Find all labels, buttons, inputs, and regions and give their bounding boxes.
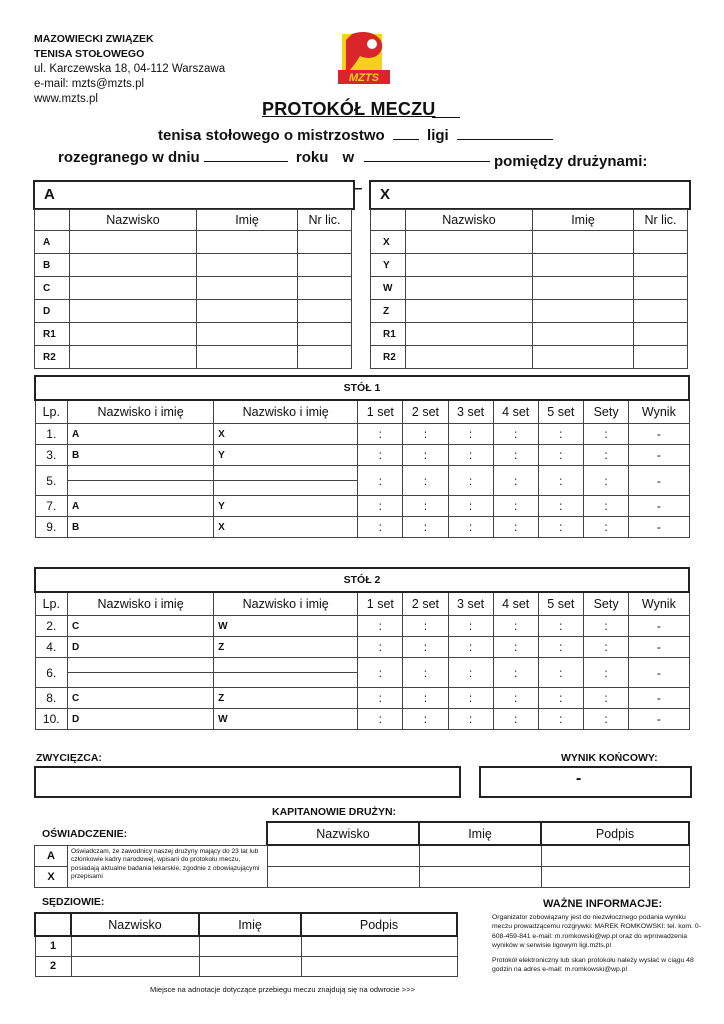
team-a-row-label: D (35, 300, 70, 323)
set-score-cell[interactable]: : (538, 466, 583, 496)
cell[interactable] (634, 254, 688, 277)
stol1-header-9: Wynik (629, 400, 689, 424)
set-score-cell[interactable]: : (358, 709, 403, 730)
league-field[interactable] (457, 139, 553, 140)
result-cell[interactable]: - (629, 709, 689, 730)
cell[interactable] (267, 866, 419, 887)
match-number: 10. (35, 709, 68, 730)
set-score-cell[interactable]: : (403, 709, 448, 730)
cell[interactable] (406, 346, 533, 369)
match-number: 6. (35, 658, 68, 688)
team-a-row-label: B (35, 254, 70, 277)
stol2-header-6: 4 set (493, 592, 538, 616)
match-number: 5. (35, 466, 68, 496)
place-field[interactable] (364, 161, 490, 162)
stol2-header-1: Nazwisko i imię (68, 592, 214, 616)
final-score-value: - (576, 770, 582, 787)
match-number: 3. (35, 445, 68, 466)
set-score-cell[interactable]: : (538, 658, 583, 688)
cell[interactable] (298, 277, 352, 300)
set-score-cell[interactable]: : (493, 445, 538, 466)
year-label: roku (295, 149, 329, 166)
player-a-cell[interactable]: C (68, 616, 214, 637)
cell[interactable] (70, 277, 197, 300)
important-info (492, 913, 702, 974)
stol2-header-5: 3 set (448, 592, 493, 616)
stol2-header-2: Nazwisko i imię (214, 592, 358, 616)
team-x-col-name: Imię (533, 210, 634, 231)
org-email: e-mail: mzts@mzts.pl (34, 78, 145, 90)
team-a-row-label: A (35, 231, 70, 254)
set-score-cell[interactable]: : (583, 496, 628, 517)
set-score-cell[interactable]: : (538, 616, 583, 637)
set-score-cell[interactable]: : (493, 496, 538, 517)
player-b-cell[interactable] (214, 481, 358, 496)
cell[interactable] (197, 300, 298, 323)
set-score-cell[interactable]: : (538, 424, 583, 445)
cell[interactable] (197, 254, 298, 277)
team-x-row-label: Y (371, 254, 406, 277)
match-number: 9. (35, 517, 68, 538)
player-a-cell[interactable] (68, 466, 214, 481)
cell[interactable] (634, 346, 688, 369)
result-cell[interactable]: - (629, 616, 689, 637)
player-a-cell[interactable]: D (68, 709, 214, 730)
player-b-cell[interactable]: Z (214, 637, 358, 658)
table-2-matches (34, 567, 690, 730)
referees-table (34, 912, 458, 977)
player-a-cell[interactable]: B (68, 445, 214, 466)
set-score-cell[interactable]: : (403, 688, 448, 709)
set-score-cell[interactable]: : (403, 637, 448, 658)
cell[interactable] (298, 254, 352, 277)
cell[interactable] (406, 300, 533, 323)
set-score-cell[interactable]: : (538, 496, 583, 517)
declaration-row-x: X (35, 867, 68, 888)
cell[interactable] (533, 323, 634, 346)
org-name-line1: MAZOWIECKI ZWIĄZEK (34, 33, 154, 45)
team-a-col-name: Imię (197, 210, 298, 231)
set-score-cell[interactable]: : (583, 466, 628, 496)
team-a-col-surname: Nazwisko (70, 210, 197, 231)
referee-row-label: 2 (35, 956, 71, 976)
set-score-cell[interactable]: : (493, 424, 538, 445)
set-score-cell[interactable]: : (358, 616, 403, 637)
team-a-row-label: R2 (35, 346, 70, 369)
referees-label: SĘDZIOWIE: (42, 896, 105, 908)
cell[interactable] (406, 323, 533, 346)
title-underline (432, 117, 460, 118)
set-score-cell[interactable]: : (493, 616, 538, 637)
stol2-header-9: Wynik (629, 592, 689, 616)
cell[interactable] (634, 300, 688, 323)
set-score-cell[interactable]: : (448, 496, 493, 517)
set-score-cell[interactable]: : (358, 496, 403, 517)
set-score-cell[interactable]: : (583, 709, 628, 730)
stol1-title: STÓŁ 1 (35, 376, 689, 400)
cell[interactable] (70, 323, 197, 346)
cell[interactable] (301, 936, 457, 956)
set-score-cell[interactable]: : (538, 709, 583, 730)
cell[interactable] (298, 323, 352, 346)
stol1-header-5: 3 set (448, 400, 493, 424)
date-label: rozegranego w dniu (58, 149, 200, 166)
referee-row-label: 1 (35, 936, 71, 956)
referees-col-surname: Nazwisko (71, 913, 199, 936)
cell[interactable] (533, 254, 634, 277)
cell[interactable] (419, 845, 541, 866)
set-score-cell[interactable]: : (448, 688, 493, 709)
set-score-cell[interactable]: : (583, 658, 628, 688)
set-score-cell[interactable]: : (358, 658, 403, 688)
set-score-cell[interactable]: : (583, 445, 628, 466)
footer-note: Miejsce na adnotacje dotyczące przebiegu meczu znajdują się na odwrocie >>> (150, 985, 415, 994)
declaration-label: OŚWIADCZENIE: (42, 828, 128, 840)
subtitle-line1 (158, 127, 553, 144)
declaration-table (34, 845, 268, 888)
cell[interactable] (71, 936, 199, 956)
set-score-cell[interactable]: : (493, 517, 538, 538)
org-address: ul. Karczewska 18, 04-112 Warszawa (34, 63, 226, 75)
stol1-header-2: Nazwisko i imię (214, 400, 358, 424)
set-score-cell[interactable]: : (403, 616, 448, 637)
referees-col-blank (35, 913, 71, 936)
stol1-header-6: 4 set (493, 400, 538, 424)
set-score-cell[interactable]: : (403, 517, 448, 538)
player-b-cell[interactable]: X (214, 424, 358, 445)
referees-col-name: Imię (199, 913, 301, 936)
set-score-cell[interactable]: : (358, 517, 403, 538)
stol2-header-8: Sety (583, 592, 628, 616)
stol2-header-4: 2 set (403, 592, 448, 616)
winner-label: ZWYCIĘZCA: (36, 752, 102, 764)
cell[interactable] (533, 277, 634, 300)
set-score-cell[interactable]: : (403, 658, 448, 688)
organization-header (34, 32, 225, 107)
player-b-cell[interactable]: Y (214, 445, 358, 466)
player-a-cell[interactable]: A (68, 496, 214, 517)
cell[interactable] (70, 346, 197, 369)
final-score-field[interactable] (479, 766, 692, 798)
date-field[interactable] (204, 161, 288, 162)
cell[interactable] (199, 936, 301, 956)
championship-label: tenisa stołowego o mistrzostwo (158, 127, 385, 144)
result-cell[interactable]: - (629, 658, 689, 688)
set-score-cell[interactable]: : (493, 709, 538, 730)
cell[interactable] (298, 300, 352, 323)
set-score-cell[interactable]: : (493, 466, 538, 496)
team-x-col-licence: Nr lic. (634, 210, 688, 231)
cell[interactable] (197, 231, 298, 254)
team-a-players-table (34, 209, 352, 369)
team-x-name-box[interactable] (369, 180, 691, 210)
cell[interactable] (634, 231, 688, 254)
cell[interactable] (298, 346, 352, 369)
player-b-cell[interactable]: Y (214, 496, 358, 517)
championship-field[interactable] (393, 139, 419, 140)
set-score-cell[interactable]: : (358, 445, 403, 466)
set-score-cell[interactable]: : (358, 637, 403, 658)
team-x-row-label: W (371, 277, 406, 300)
set-score-cell[interactable]: : (358, 688, 403, 709)
player-b-cell[interactable] (214, 658, 358, 673)
result-cell[interactable]: - (629, 445, 689, 466)
stol2-title: STÓŁ 2 (35, 568, 689, 592)
cell[interactable] (267, 845, 419, 866)
player-a-cell[interactable] (68, 481, 214, 496)
player-b-cell[interactable]: X (214, 517, 358, 538)
cell[interactable] (634, 277, 688, 300)
set-score-cell[interactable]: : (403, 466, 448, 496)
set-score-cell[interactable]: : (403, 445, 448, 466)
set-score-cell[interactable]: : (448, 637, 493, 658)
stol1-header-3: 1 set (358, 400, 403, 424)
stol2-header-7: 5 set (538, 592, 583, 616)
set-score-cell[interactable]: : (538, 517, 583, 538)
match-number: 1. (35, 424, 68, 445)
winner-field[interactable] (34, 766, 461, 798)
result-cell[interactable]: - (629, 688, 689, 709)
set-score-cell[interactable]: : (403, 424, 448, 445)
set-score-cell[interactable]: : (538, 688, 583, 709)
cell[interactable] (301, 956, 457, 976)
captains-label: KAPITANOWIE DRUŻYN: (272, 806, 397, 818)
set-score-cell[interactable]: : (448, 424, 493, 445)
stol1-header-0: Lp. (35, 400, 68, 424)
team-x-row-label: R2 (371, 346, 406, 369)
set-score-cell[interactable]: : (448, 658, 493, 688)
captains-table (266, 821, 690, 888)
player-b-cell[interactable]: W (214, 616, 358, 637)
set-score-cell[interactable]: : (493, 637, 538, 658)
cell[interactable] (298, 231, 352, 254)
stol2-header-3: 1 set (358, 592, 403, 616)
team-a-col-licence: Nr lic. (298, 210, 352, 231)
cell[interactable] (70, 231, 197, 254)
team-a-letter: A (44, 186, 55, 203)
set-score-cell[interactable]: : (448, 466, 493, 496)
cell[interactable] (533, 231, 634, 254)
match-number: 4. (35, 637, 68, 658)
team-a-name-box[interactable] (33, 180, 355, 210)
cell[interactable] (533, 300, 634, 323)
set-score-cell[interactable]: : (403, 496, 448, 517)
set-score-cell[interactable]: : (448, 709, 493, 730)
player-b-cell[interactable]: Z (214, 688, 358, 709)
result-cell[interactable]: - (629, 496, 689, 517)
mzts-logo (338, 30, 390, 86)
set-score-cell[interactable]: : (583, 517, 628, 538)
logo-text: MZTS (349, 72, 379, 84)
referees-col-signature: Podpis (301, 913, 457, 936)
result-cell[interactable]: - (629, 466, 689, 496)
cell[interactable] (406, 254, 533, 277)
player-a-cell[interactable]: A (68, 424, 214, 445)
cell[interactable] (199, 956, 301, 976)
table-1-matches (34, 375, 690, 538)
cell[interactable] (541, 845, 689, 866)
team-x-row-label: Z (371, 300, 406, 323)
cell[interactable] (406, 231, 533, 254)
page-title: PROTOKÓŁ MECZU (262, 99, 436, 119)
place-label: w (342, 149, 355, 166)
teams-dash: – (354, 180, 363, 197)
player-a-cell[interactable] (68, 658, 214, 673)
stol1-header-1: Nazwisko i imię (68, 400, 214, 424)
cell[interactable] (541, 866, 689, 887)
cell[interactable] (70, 300, 197, 323)
cell[interactable] (70, 254, 197, 277)
set-score-cell[interactable]: : (448, 445, 493, 466)
stol2-header-0: Lp. (35, 592, 68, 616)
team-x-letter: X (380, 186, 391, 203)
cell[interactable] (634, 323, 688, 346)
subtitle-line2 (58, 149, 490, 166)
set-score-cell[interactable]: : (583, 424, 628, 445)
team-a-row-label: R1 (35, 323, 70, 346)
set-score-cell[interactable]: : (448, 517, 493, 538)
set-score-cell[interactable]: : (448, 616, 493, 637)
final-score-label: WYNIK KOŃCOWY: (561, 752, 658, 764)
player-a-cell[interactable]: B (68, 517, 214, 538)
set-score-cell[interactable]: : (358, 424, 403, 445)
player-b-cell[interactable] (214, 466, 358, 481)
match-number: 8. (35, 688, 68, 709)
important-info-title: WAŻNE INFORMACJE: (543, 898, 663, 910)
cell[interactable] (197, 277, 298, 300)
cell[interactable] (533, 346, 634, 369)
captains-col-signature: Podpis (541, 822, 689, 845)
stol1-header-8: Sety (583, 400, 628, 424)
team-a-row-label: C (35, 277, 70, 300)
set-score-cell[interactable]: : (583, 688, 628, 709)
league-label: ligi (427, 127, 449, 144)
team-x-row-label: X (371, 231, 406, 254)
important-info-p1: Organizator zobowiązany jest do niezwłocznego podania wyniku meczu prowadzącemu rozgrywki: MAREK ROMKOWSKI: tel. kom. 0-608-459-841 e-mail: m.romkowski@wp.pl oraz do wprowadzenia wyników w serwisie ligowym ligi.mzts.pl (492, 914, 701, 950)
player-b-cell[interactable] (214, 673, 358, 688)
captains-col-surname: Nazwisko (267, 822, 419, 845)
stol1-header-7: 5 set (538, 400, 583, 424)
result-cell[interactable]: - (629, 637, 689, 658)
team-x-col-surname: Nazwisko (406, 210, 533, 231)
cell[interactable] (71, 956, 199, 976)
stol1-header-4: 2 set (403, 400, 448, 424)
cell[interactable] (197, 346, 298, 369)
team-x-players-table (370, 209, 688, 369)
player-a-cell[interactable] (68, 673, 214, 688)
important-info-p2: Protokół elektroniczny lub skan protokołu należy wysłać w ciągu 48 godzin na adres e-mail: m.romkowski@wp.pl (492, 956, 694, 974)
set-score-cell[interactable]: : (538, 445, 583, 466)
set-score-cell[interactable]: : (493, 688, 538, 709)
match-number: 2. (35, 616, 68, 637)
player-b-cell[interactable]: W (214, 709, 358, 730)
team-x-row-label: R1 (371, 323, 406, 346)
player-a-cell[interactable]: D (68, 637, 214, 658)
player-a-cell[interactable]: C (68, 688, 214, 709)
declaration-row-a: A (35, 846, 68, 867)
captains-col-name: Imię (419, 822, 541, 845)
declaration-text: Oświadczam, że zawodnicy naszej drużyny mający do 23 lat lub członkowie kadry narodowej, wpisani do protokołu meczu, posiadają aktualne badania lekarskie, zgodnie z obowiązującymi przepisami (68, 846, 268, 888)
set-score-cell[interactable]: : (583, 637, 628, 658)
team-x-col-blank (371, 210, 406, 231)
cell[interactable] (406, 277, 533, 300)
result-cell[interactable]: - (629, 424, 689, 445)
cell[interactable] (197, 323, 298, 346)
result-cell[interactable]: - (629, 517, 689, 538)
org-website: www.mzts.pl (34, 93, 98, 105)
cell[interactable] (419, 866, 541, 887)
match-number: 7. (35, 496, 68, 517)
set-score-cell[interactable]: : (493, 658, 538, 688)
set-score-cell[interactable]: : (538, 637, 583, 658)
team-a-col-blank (35, 210, 70, 231)
between-teams-label: pomiędzy drużynami: (494, 153, 648, 170)
org-name-line2: TENISA STOŁOWEGO (34, 48, 145, 60)
set-score-cell[interactable]: : (583, 616, 628, 637)
set-score-cell[interactable]: : (358, 466, 403, 496)
